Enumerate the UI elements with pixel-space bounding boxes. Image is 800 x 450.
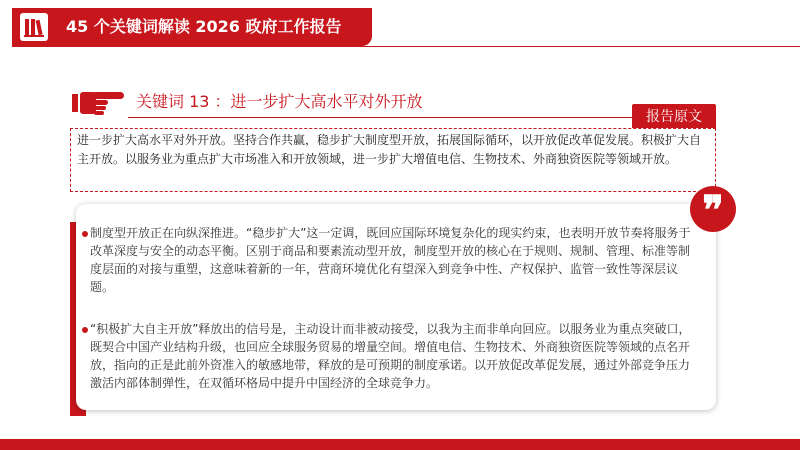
keyword-title: 关键词 13 ：进一步扩大高水平对外开放 [136, 92, 423, 111]
footer-bar [0, 439, 800, 450]
books-icon [20, 13, 48, 41]
keyword-underline [128, 117, 712, 118]
header-bar [12, 8, 372, 46]
page-title: 45 个关键词解读 2026 政府工作报告 [66, 17, 342, 36]
analysis-card [76, 204, 716, 410]
quote-mark-icon: ❞ [690, 186, 736, 232]
pointing-hand-icon [72, 86, 126, 118]
report-original-label: 报告原文 [646, 109, 702, 125]
report-quote-box [70, 128, 716, 192]
report-quote-text: 进一步扩大高水平对外开放。坚持合作共赢，稳步扩大制度型开放，拓展国际循环，以开放促改革促发展。积极扩大自主开放。以服务业为重点扩大市场准入和开放领域，进一步扩大增值电信、生物技术、外商独资医院等领域开放。 [77, 133, 702, 166]
bullet-dot [82, 327, 88, 333]
bullet-dot [82, 231, 88, 237]
analysis-paragraph: “积极扩大自主开放”释放出的信号是，主动设计而非被动接受，以我为主而非单向回应。以服务业为重点突破口，既契合中国产业结构升级，也回应全球服务贸易的增量空间。增值电信、生物技术、外商独资医院等领域的点名开放，指向的正是此前外资准入的敏感地带，释放的是可预期的制度承诺。以开放促改革促发展，通过外部竞争压力激活内部体制弹性，在双循环格局中提升中国经济的全球竞争力。 [90, 322, 691, 390]
analysis-paragraph: 制度型开放正在向纵深推进。“稳步扩大”这一定调，既回应国际环境复杂化的现实约束，也表明开放节奏将服务于改革深度与安全的动态平衡。区别于商品和要素流动型开放，制度型开放的核心在于规则、规制、管理、标准等制度层面的对接与重塑，这意味着新的一年，营商环境优化有望深入到竞争中性、产权保护、监管一致性等深层议题。 [90, 226, 691, 294]
header-divider [12, 46, 800, 47]
